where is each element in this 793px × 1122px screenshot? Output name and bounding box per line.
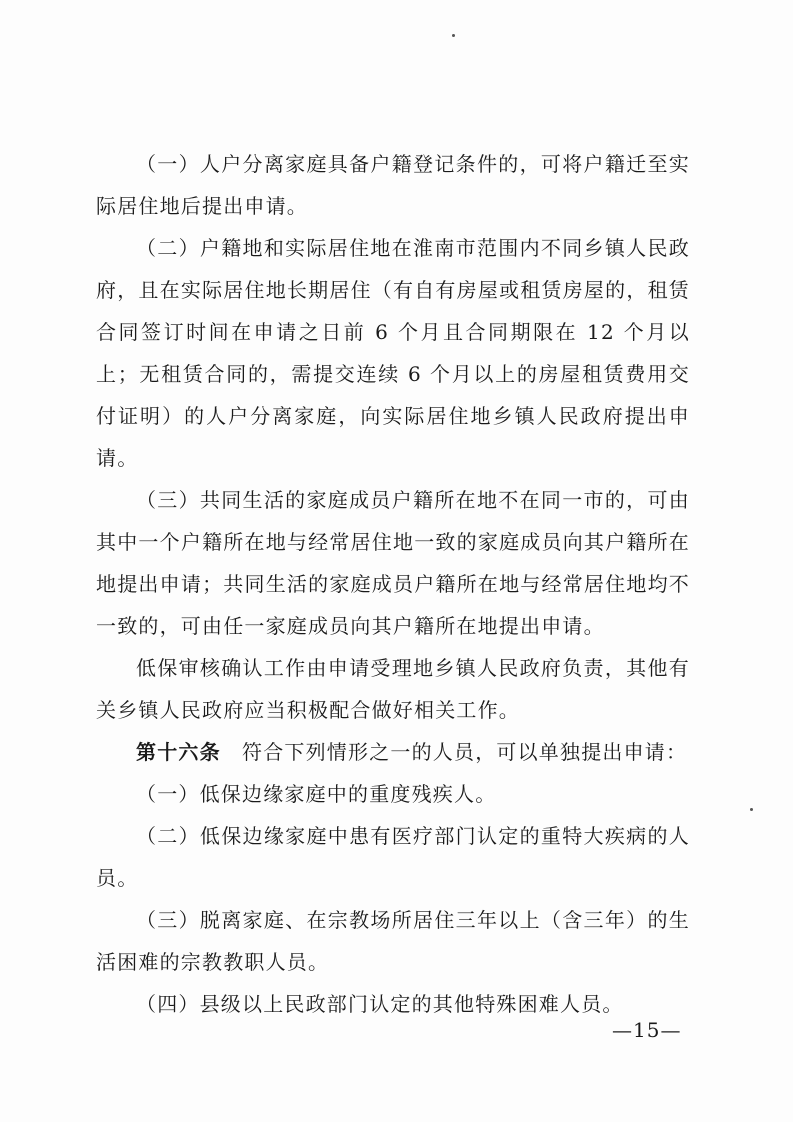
article-16 xyxy=(96,731,690,773)
paragraph-2: （二）户籍地和实际居住地在淮南市范围内不同乡镇人民政府，且在实际居住地长期居住（有自有房屋或租赁房屋的，租赁合同签订时间在申请之日前 6 个月且合同期限在 12 个月以上；无租赁合同的，需提交连续 6 个月以上的房屋租赁费用交付证明）的人户分离家庭，向实际居住地乡镇人民政府提出申请。 xyxy=(96,236,690,470)
article-16-heading: 第十六条 xyxy=(136,740,221,764)
paragraph-3: （三）共同生活的家庭成员户籍所在地不在同一市的，可由其中一个户籍所在地与经常居住地一致的家庭成员向其户籍所在地提出申请；共同生活的家庭成员户籍所在地与经常居住地均不一致的，可由任一家庭成员向其户籍所在地提出申请。 xyxy=(96,488,690,638)
paragraph-4: 低保审核确认工作由申请受理地乡镇人民政府负责，其他有关乡镇人民政府应当积极配合做好相关工作。 xyxy=(96,656,690,722)
paragraph-1: （一）人户分离家庭具备户籍登记条件的，可将户籍迁至实际居住地后提出申请。 xyxy=(96,152,690,218)
list-item-3: （三）脱离家庭、在宗教场所居住三年以上（含三年）的生活困难的宗教教职人员。 xyxy=(96,908,690,974)
list-item-2: （二）低保边缘家庭中患有医疗部门认定的重特大疾病的人员。 xyxy=(96,824,690,890)
document-body xyxy=(96,143,690,1025)
article-16-text: 符合下列情形之一的人员，可以单独提出申请： xyxy=(220,740,688,764)
list-item-4: （四）县级以上民政部门认定的其他特殊困难人员。 xyxy=(136,992,624,1016)
scan-speck xyxy=(750,808,753,811)
page-number: —15— xyxy=(612,1018,682,1042)
list-item-1: （一）低保边缘家庭中的重度残疾人。 xyxy=(136,782,497,806)
scan-speck xyxy=(452,34,455,37)
